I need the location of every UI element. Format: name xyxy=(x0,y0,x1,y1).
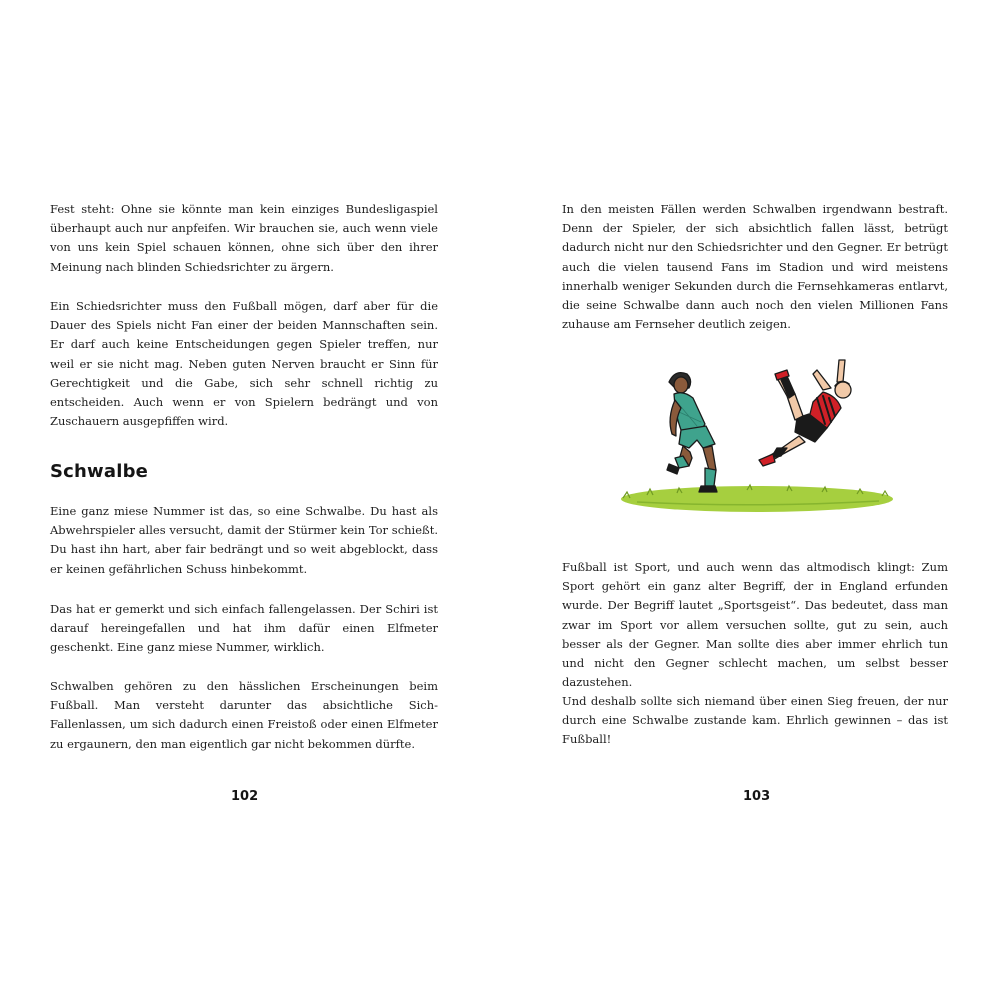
diving-player xyxy=(759,360,851,466)
defender-player xyxy=(667,373,717,492)
paragraph: Schwalben gehören zu den hässlichen Erscheinungen beim Fußball. Man versteht darunter das absichtliche Sich-Fallenlassen, um sich dadurch einen Freistoß oder einen Elfmeter zu ergaunern, den man eigentlich gar nicht bekommen dürfte. xyxy=(50,679,438,751)
football-illustration xyxy=(617,352,902,524)
paragraph: Ein Schiedsrichter muss den Fußball mögen, darf aber für die Dauer des Spiels nicht Fan einer der beiden Mannschaften sein. Er darf auch keine Entscheidungen gegen Spieler treffen, nur weil er sie nicht mag. Neben guten Nerven braucht er Sinn für Gerechtigkeit und die Gabe, sich sehr schnell richtig zu entscheiden. Auch wenn er von Spielern bedrängt und von Zuschauern ausgepfiffen wird. xyxy=(50,299,438,429)
paragraph: Das hat er gemerkt und sich einfach fallengelassen. Der Schiri ist darauf hereingefallen und hat ihm dafür einen Elfmeter geschenkt. Eine ganz miese Nummer, wirklich. xyxy=(50,602,438,655)
paragraph: In den meisten Fällen werden Schwalben irgendwann bestraft. Denn der Spieler, der sich absichtlich fallen lässt, betrügt dadurch nicht nur den Schiedsrichter und den Gegner. Er betrügt auch die vielen tausend Fans im Stadion und wird meistens innerhalb weniger Sekunden durch die Fernsehkameras entlarvt, die seine Schwalbe dann auch noch den vielen Millionen Fans zuhause am Fernseher deutlich zeigen. xyxy=(562,202,948,332)
paragraph: Fest steht: Ohne sie könnte man kein einziges Bundesligaspiel überhaupt auch nur anpfeifen. Wir brauchen sie, auch wenn viele von uns kein Spiel schauen können, ohne sich über den ihrer Meinung nach blinden Schiedsrichter zu ärgern. xyxy=(50,202,438,274)
section-heading: Schwalbe xyxy=(50,461,149,482)
paragraph: Und deshalb sollte sich niemand über einen Sieg freuen, der nur durch eine Schwalbe zustande kam. Ehrlich gewinnen – das ist Fußball! xyxy=(562,694,948,747)
grass-patch xyxy=(621,485,893,512)
paragraph: Fußball ist Sport, und auch wenn das altmodisch klingt: Zum Sport gehört ein ganz alter Begriff, der in England erfunden wurde. Der Begriff lautet „Sportsgeist“. Das bedeutet, dass man zwar im Sport vor allem versuchen sollte, gut zu sein, auch besser als der Gegner. Man sollte dies aber immer ehrlich tun und nicht den Gegner schlecht machen, um selbst besser dazustehen. xyxy=(562,560,948,690)
page-number: 103 xyxy=(743,789,771,804)
page-number: 102 xyxy=(231,789,259,804)
paragraph: Eine ganz miese Nummer ist das, so eine Schwalbe. Du hast als Abwehrspieler alles versucht, damit der Stürmer kein Tor schießt. Du hast ihn hart, aber fair bedrängt und so weit abgeblockt, dass er keinen gefährlichen Schuss hinbekommt. xyxy=(50,504,438,576)
